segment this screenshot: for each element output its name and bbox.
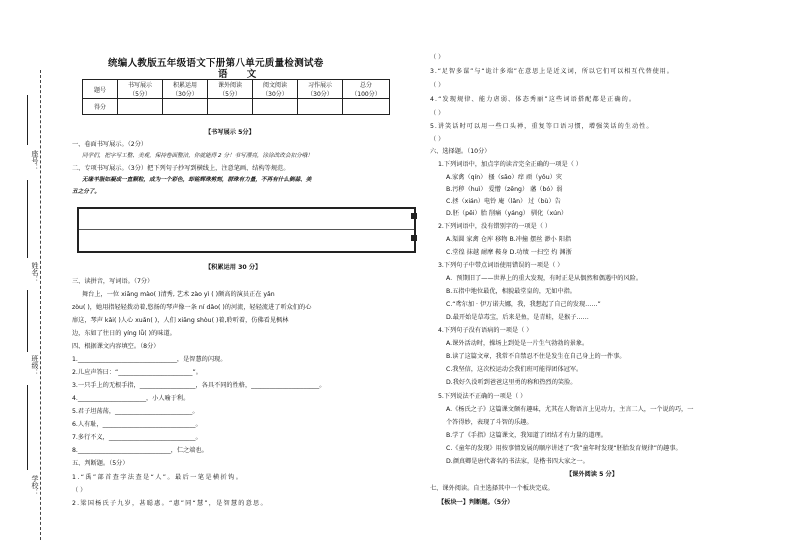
- score-cell[interactable]: [343, 99, 390, 115]
- choice-question: 5.下列说法不正确的一项是（ ）: [438, 393, 527, 400]
- true-false-item: 5.讲笑话时可以用一些口头禅，重复等口语习惯，增强笑话的生动性。: [430, 123, 654, 130]
- choice-option: D.最开始是草毒宝，后来是鱼，是青蛙，是猴子……: [446, 314, 589, 321]
- seat-number-label: 座号：: [31, 150, 39, 171]
- name-line: [27, 180, 28, 258]
- block-1-title: 【板块一】判断题。（5分）: [438, 499, 514, 506]
- answer-paren[interactable]: （ ）: [430, 110, 445, 117]
- choice-option: B.读了这篇文章，我常不自禁忍不住是发生在自己身上的一件事。: [446, 353, 626, 360]
- question-2: 二、专项书写展示。（3分）把下列句子抄写到横线上，注意笔画、结构等规范。: [72, 165, 290, 172]
- answer-paren[interactable]: （ ）: [430, 82, 445, 89]
- score-cell[interactable]: [163, 99, 208, 115]
- row-label-question: 题号: [83, 80, 118, 99]
- answer-paren[interactable]: （ ）: [430, 54, 445, 61]
- question-3-line: 边，东如了往日的 yíng lǚ( )的味道。: [72, 330, 176, 337]
- class-line: [27, 290, 28, 352]
- choice-option: B.污秽（huì） 爱憎（zēng） 藩（bó）弱: [446, 186, 563, 193]
- true-false-item: 3.“足智多谋”与“诡计多端”在意思上是近义词，所以它们可以相互代替使用。: [430, 68, 674, 75]
- score-table: [82, 79, 390, 115]
- school-label: 学校：: [31, 475, 39, 496]
- score-cell[interactable]: [208, 99, 253, 115]
- question-2-text: 无缘羊脂如凝成一直颗粒，成为一个彩色，却铭辉珠剪刻，群珠有力量，不再有什么倒蒜、美: [82, 177, 312, 183]
- exam-subject: 语 文: [218, 69, 265, 80]
- outside-reading-header: 【课外阅读 5 分】: [566, 471, 618, 478]
- choice-option: C.拯（xián）电铃 庵（lǎn） 过（bù）告: [446, 198, 561, 205]
- accumulation-section-header: 【积累运用 30 分】: [205, 264, 262, 271]
- answer-paren[interactable]: （ ）: [72, 487, 87, 494]
- fill-blank-item: 1.________________________________，是智慧的闪现。: [72, 356, 227, 363]
- question-3: 三、读拼音，写词语。（7分）: [72, 278, 154, 285]
- question-1-note: 同学们，把字写工整、美观，保持卷面整洁，你就能得 2 分！书写漂亮，涂涂改改会扣分哦！: [82, 153, 313, 159]
- choice-option: C.“鸢尔加 · 伊万诺夫娜，我，我想起了自己的发现……”: [446, 301, 601, 308]
- choice-option: C.《童年的发现》用按事情发展的顺序讲述了“我”童年时发现“胚胎发育规律”的趣事。: [446, 445, 682, 452]
- handwriting-box[interactable]: [77, 207, 416, 253]
- score-header-cell: 阅文阅读 （30分）: [253, 80, 298, 99]
- writing-section-header: 【书写展示 5分】: [205, 129, 255, 136]
- choice-option: D.胚（pēi）胎 削痛（yáng） 驯化（xún）: [446, 210, 568, 217]
- box-marker: [411, 235, 417, 241]
- binding-dashed-line: [40, 70, 41, 540]
- question-2-text-end: 丑之分了。: [72, 189, 100, 195]
- question-3-line: 舞台上，一位 xiāng mào( )清秀, 艺术 zào yì ( )颇高的演员正在 yǎn: [82, 291, 275, 298]
- choice-option: C.我坚信，这次校运动会我们班可能得团体冠军。: [446, 366, 583, 373]
- choice-question: 2.下列词语中，没有错别字的一项是（ ）: [438, 223, 552, 230]
- question-6: 六、选择题。（10分）: [430, 148, 491, 155]
- fill-blank-item: 8.______________________________，仁之端也。: [72, 447, 208, 454]
- exam-title: 统编人教版五年级语文下册第八单元质量检测试卷: [108, 58, 324, 69]
- choice-option: A.课外活动时，操场上到处是一片生气勃勃的景象。: [446, 340, 589, 347]
- question-3-line: 扉这，琴声 kǎi( )人心 xuǎn( )，人们 xiāng shòu( )着,聆听着，仿佛看见枫林: [72, 317, 289, 324]
- score-cell[interactable]: [118, 99, 163, 115]
- fill-blank-item: 7.多行不义，____________________________。: [72, 434, 202, 441]
- question-3-line: zòu( )，她用指轻轻拨动着,悠扬的琴声像一条 ní dǎo( )的河流，轻轻流进了听众们的心: [72, 304, 312, 311]
- answer-paren[interactable]: （ ）: [430, 136, 445, 143]
- score-header-cell: 习作展示 （30分）: [298, 80, 343, 99]
- question-7: 七、课外阅读。自主选择其中一个板块完成。: [430, 485, 554, 492]
- handwriting-guide-line: [79, 229, 414, 230]
- box-marker: [411, 213, 417, 219]
- choice-question: 4.下列句子没有语病的一项是（ ）: [438, 327, 533, 334]
- choice-option: B.学了《手指》这篇课文，我知道了团结才有力量的道理。: [446, 432, 607, 439]
- row-label-score: 得分: [83, 99, 118, 115]
- choice-option: A.《杨氏之子》这篇课文颇有趣味，尤其在人物语言上见功力，主言二人，一个说的巧，一: [446, 406, 694, 413]
- choice-option: A.渠圆 家禽 仓库 移物 B.冲撞 摆丝 渺小 阳指: [446, 236, 572, 243]
- choice-option: D.我好久没听到爸爸这里勇的称和热烈的笑脸。: [446, 379, 577, 386]
- choice-option: C.堂徨 抹越 耐摩 鞍身 D.功绩 一扫空 灼 渊浙: [446, 249, 572, 256]
- choice-option: A．预期旧了——世界上的重大发现，有时正是从偶然和偶遇中的风险。: [446, 275, 643, 282]
- choice-option: D.颜真卿是唐代著名的书法家，是楷书四大家之一。: [446, 458, 589, 465]
- true-false-item: 2.梁国杨氏子九岁，甚聪惠。“惠”同“慧”，是智慧的意思。: [72, 500, 268, 507]
- true-false-item: 1.“禹”部首查字法查是“人”。最后一笔是横折钩。: [72, 474, 244, 481]
- fill-blank-item: 6.人有耻，______________________________。: [72, 421, 202, 428]
- school-line: [27, 385, 28, 470]
- score-cell[interactable]: [253, 99, 298, 115]
- fill-blank-item: 3.一只手上的无根手指，__________________，各具不同的性格，______________________。: [72, 382, 326, 389]
- score-cell[interactable]: [298, 99, 343, 115]
- score-header-cell: 书写展示 （5分）: [118, 80, 163, 99]
- choice-option: 个答得妙，表现了斗智的乐趣。: [446, 419, 533, 426]
- fill-blank-item: 4.______________________，小人喻于利。: [72, 395, 190, 402]
- seat-number-line: [27, 95, 28, 145]
- question-5: 五、判断题。（5分）: [72, 460, 129, 467]
- question-1: 一、卷面书写展示。（2分）: [72, 141, 148, 148]
- fill-blank-item: 5.君子坦荡荡，_________________________。: [72, 408, 199, 415]
- choice-question: 1.下列词语中，加点字的读音完全正确的一项是（ ）: [438, 161, 582, 168]
- true-false-item: 4.“发现规律、能力虐弱、体态秀丽”这些词语搭配都是正确的。: [430, 96, 637, 103]
- score-header-cell: 课外阅读 （5分）: [208, 80, 253, 99]
- score-header-cell: 总分 （100分）: [343, 80, 390, 99]
- choice-option: B.五指中地位最优，相貌最堂皇的，无如中指。: [446, 288, 576, 295]
- score-header-cell: 积累运用 （30分）: [163, 80, 208, 99]
- class-label: 班级：: [31, 355, 39, 376]
- question-4: 四、根据课文内容填空。（8分）: [72, 343, 160, 350]
- fill-blank-item: 2.儿应声答曰：“________________________”。: [72, 369, 202, 376]
- name-label: 姓名：: [31, 262, 39, 283]
- choice-option: A.家禽（qín） 搔（sāo）痒 顽（yǒu）灾: [446, 174, 563, 181]
- choice-question: 3.下列句子中带点词语使用错误的一项是（ ）: [438, 262, 564, 269]
